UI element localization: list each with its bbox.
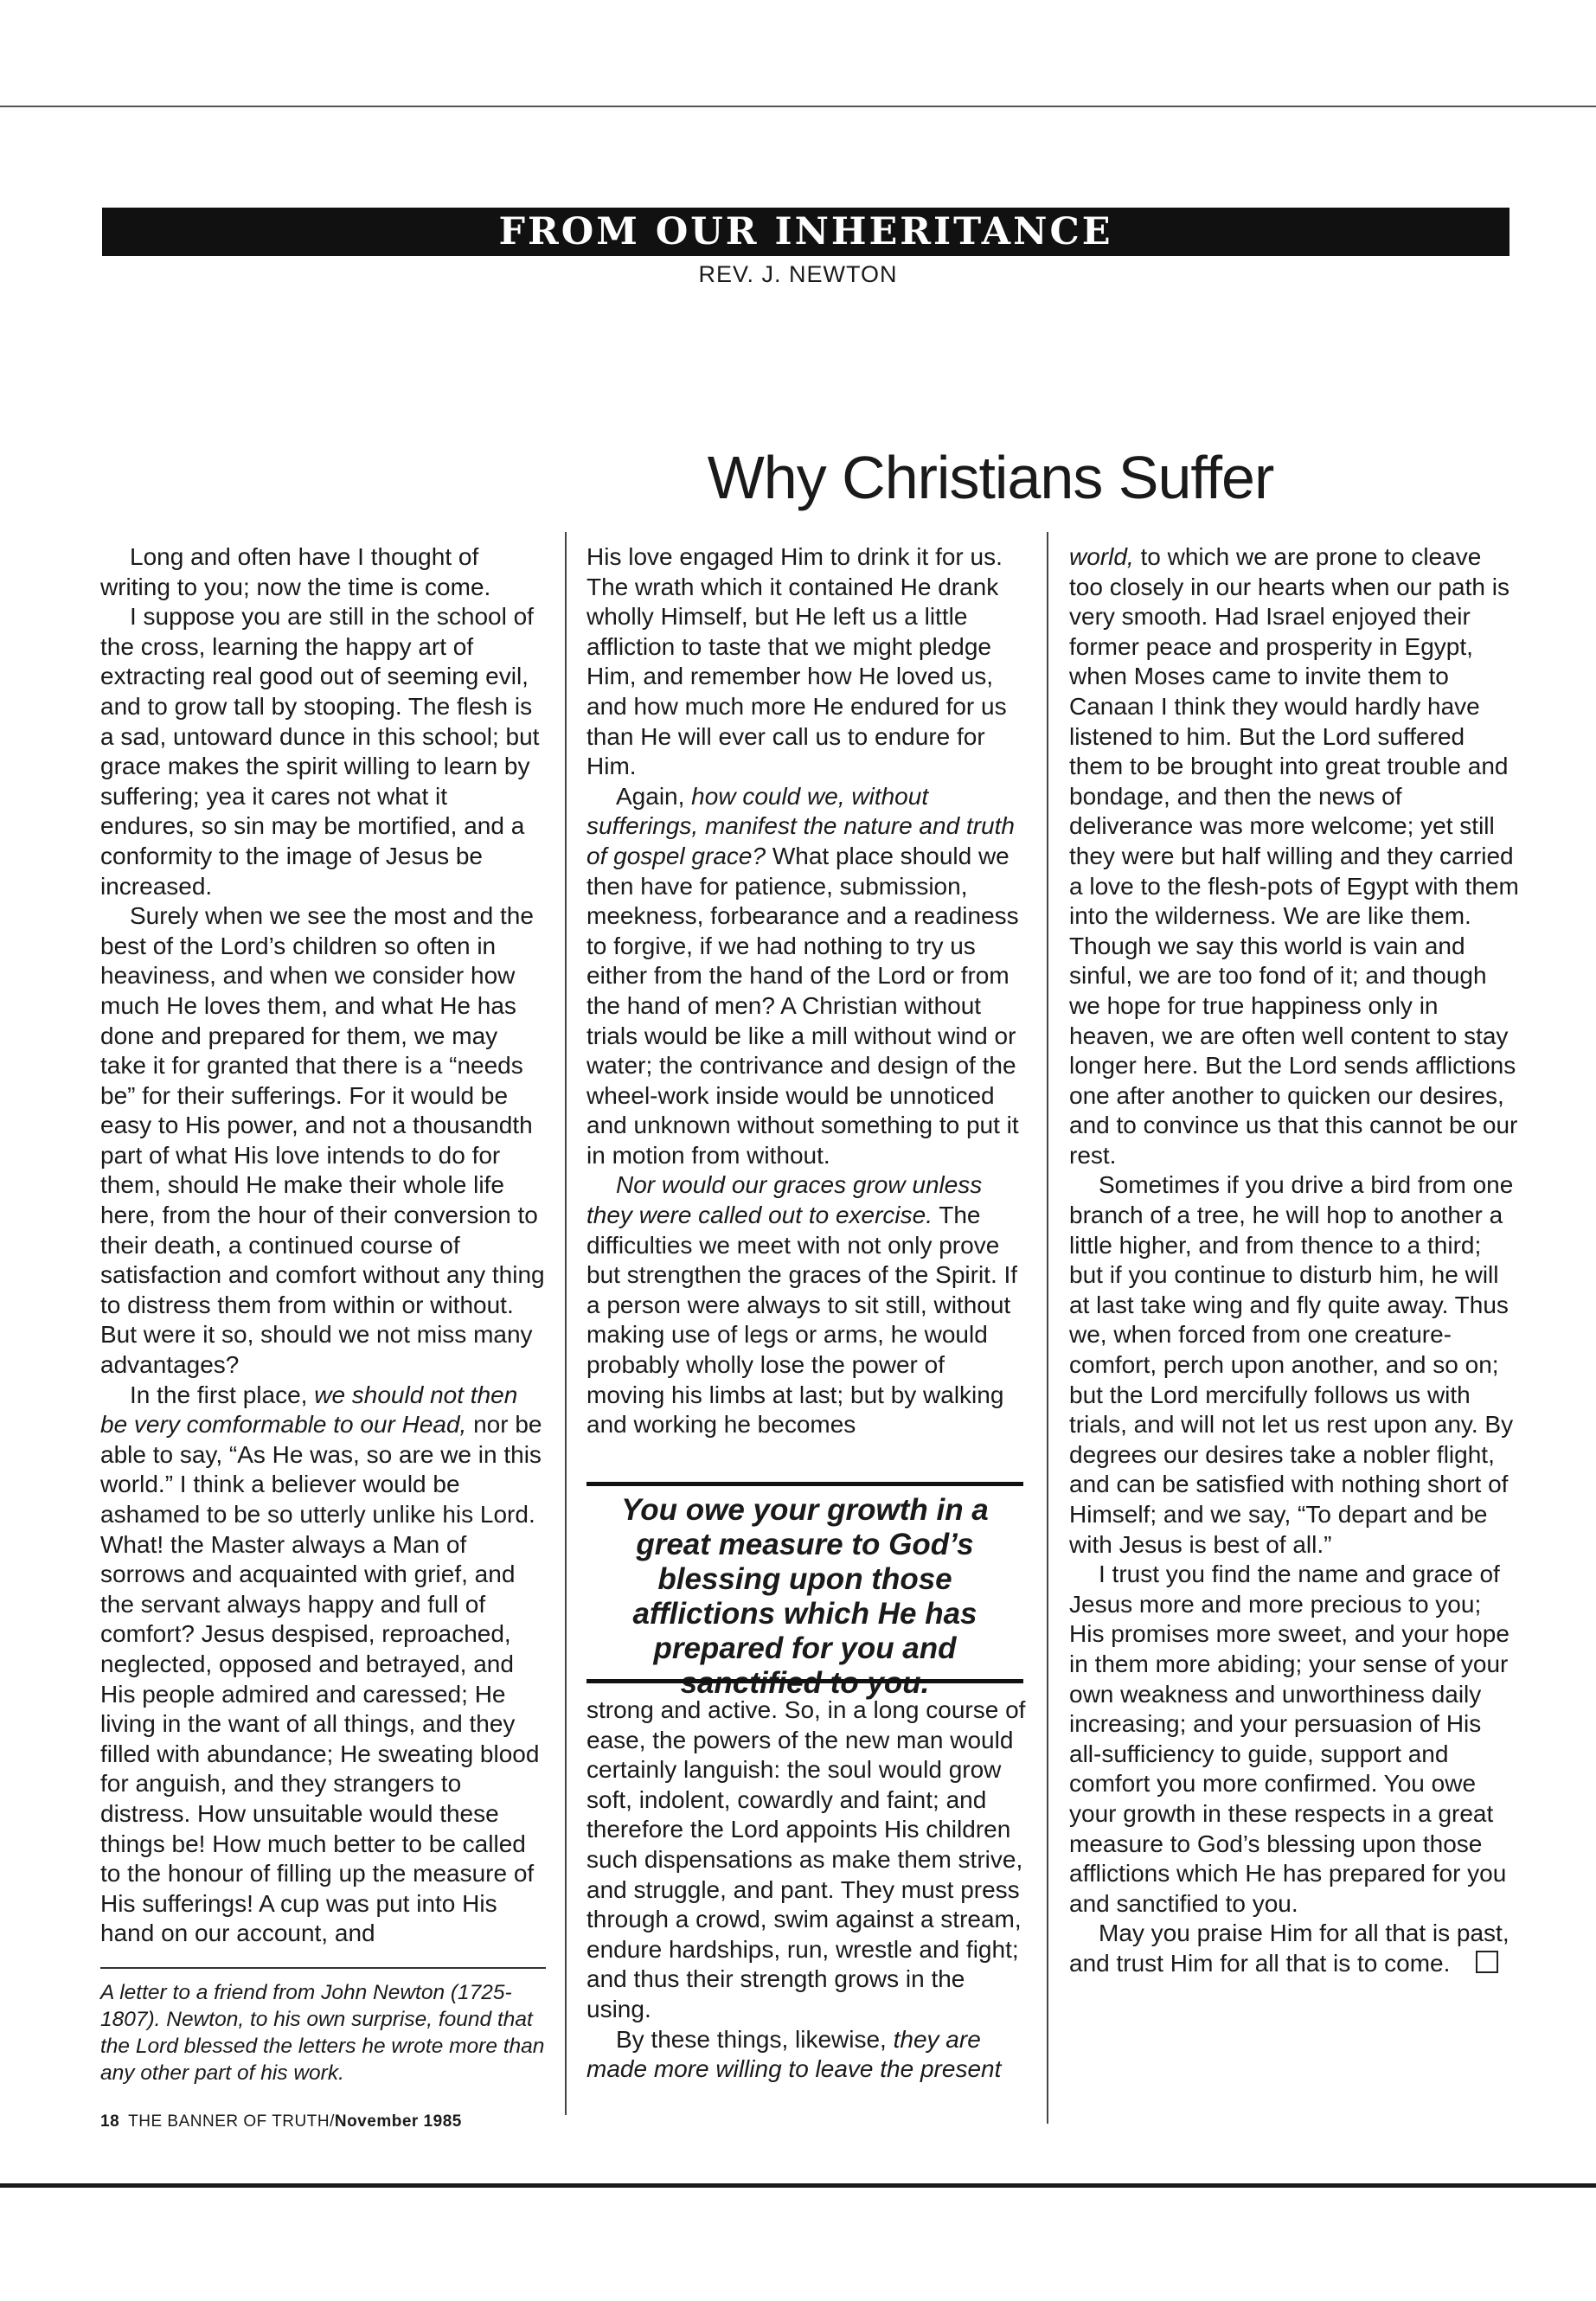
page-bottom-rule: [0, 2183, 1596, 2188]
emphasis: Nor would our graces grow unless they were called out to exercise.: [586, 1171, 983, 1229]
text-span: May you praise Him for all that is past, and trust Him for all that is to come.: [1069, 1920, 1509, 1977]
text-span: In the first place,: [130, 1381, 315, 1408]
section-banner: FROM OUR INHERITANCE: [102, 208, 1509, 256]
paragraph: [1069, 542, 1519, 1170]
author-note: A letter to a friend from John Newton (1725-1807). Newton, to his own surprise, found that the Lord blessed the letters he wrote more than any other part of his work.: [100, 1981, 545, 2085]
column-divider-2: [1047, 532, 1048, 2124]
pullquote-rule-bottom: [586, 1679, 1023, 1683]
text-span: By these things, likewise,: [616, 2025, 894, 2053]
paragraph: [1069, 1919, 1519, 1978]
author-byline: REV. J. NEWTON: [698, 261, 898, 287]
paragraph: Long and often have I thought of writing to you; now the time is come.: [100, 543, 491, 600]
issue-date: November 1985: [334, 2112, 462, 2131]
emphasis: world,: [1069, 543, 1134, 570]
paragraph: His love engaged Him to drink it for us. The wrath which it contained He drank wholly Himself, but He left us a little affliction to taste that we might pledge Him, and remember how He loved us, and how much more He endured for us than He will ever call us to endure for Him.: [586, 543, 1007, 780]
paragraph: Surely when we see the most and the best of the Lord’s children so often in heaviness, and when we consider how much He loves them, and what He has done and prepared for them, we may take it for granted that there is a “needs be” for their sufferings. For it would be easy to His power, and not a thousandth part of what His love intends to do for them, should He make their whole life here, from the hour of their conversion to their death, a continued course of satisfaction and comfort without any thing to distress them from within or without. But were it so, should we not miss many advantages?: [100, 902, 545, 1379]
page-top-rule: [0, 106, 1596, 107]
text-span: What place should we then have for patience, submission, meekness, forbearance and a readiness to forgive, if we had nothing to try us either from the hand of the Lord or from the hand of men? A Christian without trials would be like a mill without wind or water; the contrivance and design of the wheel-work inside would be unnoticed and unknown without something to put it in motion from without.: [586, 842, 1019, 1169]
page-footer: [100, 2112, 462, 2131]
pullquote-rule-top: [586, 1482, 1023, 1486]
text-span: nor be able to say, “As He was, so are we in this world.” I think a believer would be ashamed to be so utterly unlike his Lord. What! the Master always a Man of sorrows and acquainted with grief, and the servant always happy and full of comfort? Jesus despised, reproached, neglected, opposed and betrayed, and His people admired and caressed; He living in the want of all things, and they filled with abundance; He sweating blood for anguish, and they strangers to distress. How unsuitable would these things be! How much better to be called to the honour of filling up the measure of His sufferings! A cup was put into His hand on our account, and: [100, 1411, 542, 1947]
page-number: 18: [100, 2112, 120, 2131]
text-span: The difficulties we meet with not only prove but strengthen the graces of the Spirit. If a person were always to sit still, without making use of legs or arms, he would probably wholly lose the power of moving his limbs at last; but by walking and working he becomes: [586, 1202, 1018, 1439]
paragraph: [100, 1381, 546, 1949]
column-2-continued: [586, 1695, 1028, 2085]
column-3: [1069, 542, 1519, 1979]
column-divider-1: [565, 532, 567, 2115]
text-span: Again,: [616, 782, 692, 810]
column-2: [586, 542, 1028, 1440]
article-title: Why Christians Suffer: [707, 444, 1274, 511]
magazine-name: THE BANNER OF TRUTH/: [128, 2112, 335, 2131]
paragraph: I trust you find the name and grace of Jesus more and more precious to you; His promises more sweet, and your hope in them more abiding; your sense of your own weakness and unworthiness daily increasing; and your persuasion of His all-sufficiency to guide, support and comfort you more confirmed. You owe your growth in these respects in a great measure to God’s blessing upon those afflictions which He has prepared for you and sanctified to you.: [1069, 1561, 1509, 1917]
text-span: to which we are prone to cleave too closely in our hearts when our path is very smooth. Had Israel enjoyed their former peace and prosperity in Egypt, when Moses came to invite them to Canaan I think they would hardly have listened to him. But the Lord suffered them to be brought into great trouble and bondage, and then the news of deliverance was more welcome; yet still they were but half willing and they carried a love to the flesh-pots of Egypt with them into the wilderness. We are like them. Though we say this world is vain and sinful, we are too fond of it; and though we hope for true happiness only in heaven, we are often well content to stay longer here. But the Lord sends afflictions one after another to quicken our desires, and to convince us that this cannot be our rest.: [1069, 543, 1519, 1169]
note-divider: [100, 1967, 546, 1969]
emphasis: they are made more willing to leave the present: [586, 2025, 1002, 2083]
pull-quote: You owe your growth in a great measure to God’s blessing upon those afflictions which He has prepared for you and: [621, 1493, 989, 1665]
end-mark-icon: [1476, 1951, 1498, 1973]
column-1: [100, 542, 546, 1949]
paragraph: [586, 782, 1028, 1171]
paragraph: [586, 2025, 1028, 2085]
paragraph: [586, 1170, 1028, 1439]
paragraph: Sometimes if you drive a bird from one branch of a tree, he will hop to another a little higher, and from thence to a third; but if you continue to disturb him, he will at last take wing and fly quite away. Thus we, when forced from one creature-comfort, perch upon another, and so on; but the Lord mercifully follows us with trials, and will not let us rest upon any. By degrees our desires take a nobler flight, and can be satisfied with nothing short of Himself; and we say, “To depart and be with Jesus is best of all.”: [1069, 1171, 1514, 1558]
paragraph: strong and active. So, in a long course of ease, the powers of the new man would certainly languish: the soul would grow soft, indolent, cowardly and faint; and therefore the Lord appoints His children such dispensations as make them strive, and struggle, and pant. They must press through a crowd, swim against a stream, endure hardships, run, wrestle and fight; and thus their strength grows in the using.: [586, 1696, 1026, 2022]
emphasis: we should not then be very comformable to our Head,: [100, 1381, 518, 1439]
paragraph: I suppose you are still in the school of the cross, learning the happy art of extracting real good out of seeming evil, and to grow tall by stooping. The flesh is a sad, untoward dunce in this school; but grace makes the spirit willing to learn by suffering; yea it cares not what it endures, so sin may be mortified, and a conformity to the image of Jesus be increased.: [100, 603, 540, 900]
emphasis: how could we, without sufferings, manifest the nature and truth of gospel grace?: [586, 782, 1015, 869]
